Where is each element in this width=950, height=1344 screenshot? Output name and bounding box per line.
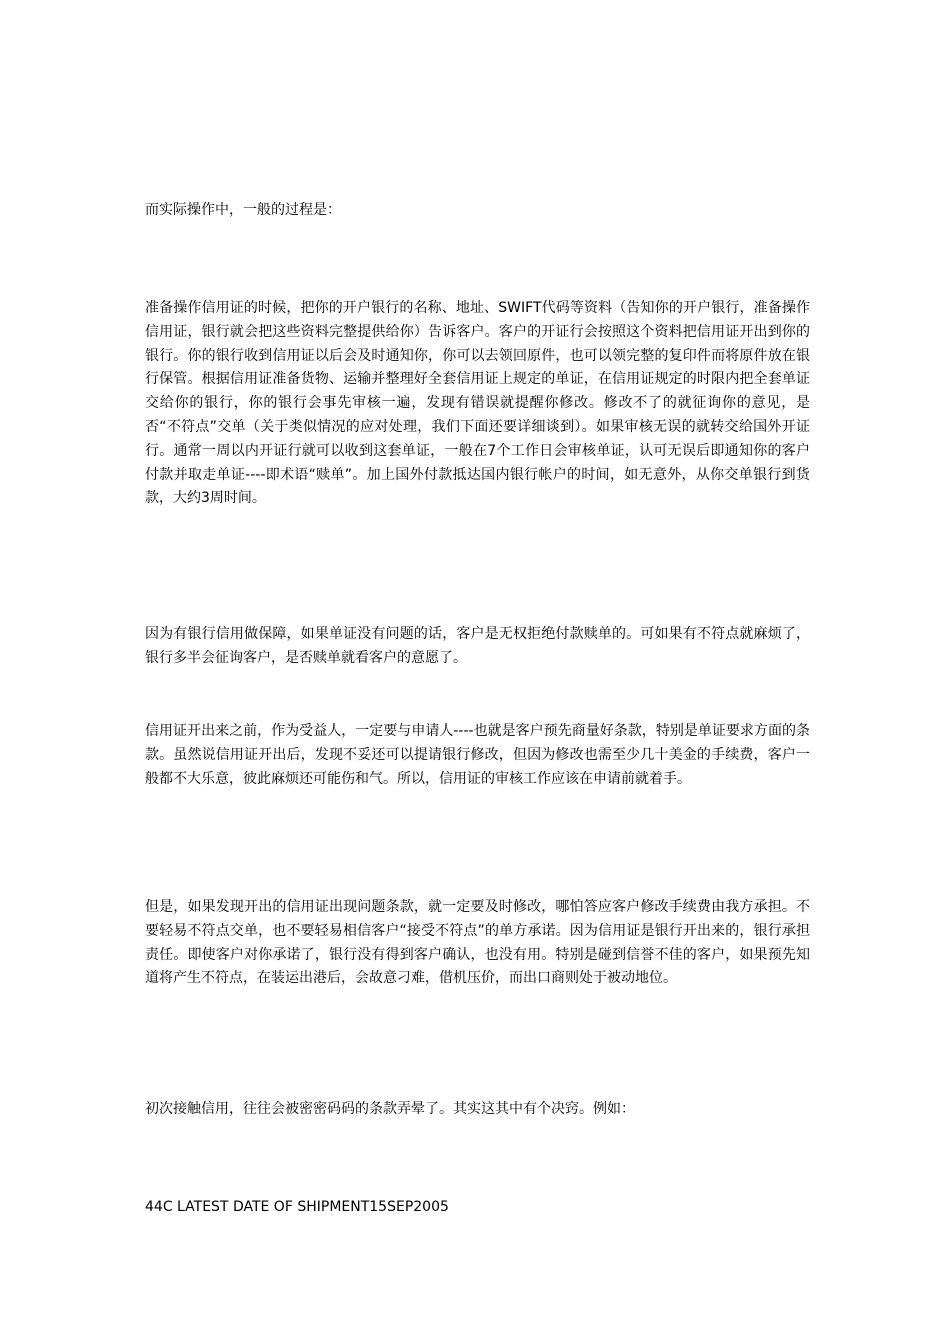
paragraph-bank-guarantee: 因为有银行信用做保障，如果单证没有问题的话，客户是无权拒绝付款赎单的。可如果有不符点就麻烦了，银行多半会征询客户，是否赎单就看客户的意愿了。 bbox=[145, 626, 810, 666]
paragraph-lc-procedure: 准备操作信用证的时候，把你的开户银行的名称、地址、SWIFT代码等资料（告知你的开户银行，准备操作信用证，银行就会把这些资料完整提供给你）告诉客户。客户的开证行会按照这个资料把信用证开出到你的银行。你的银行收到信用证以后会及时通知你，你可以去领回原件，也可以领完整的复印件而将原件放在银行保管。根据信用证准备货物、运输并整理好全套信用证上规定的单证，在信用证规定的时限内把全套单证交给你的银行，你的银行会事先审核一遍，发现有错误就提醒你修改。修改不了的就征询你的意见，是否“不符点”交单（关于类似情况的应对处理，我们下面还要详细谈到）。如果审核无误的就转交给国外开证行。通常一周以内开证行就可以收到这套单证，一般在7个工作日会审核单证，认可无误后即通知你的客户付款并取走单证----即术语“赎单”。加上国外付款抵达国内银行帐户的时间，如无意外，从你交单银行到货款，大约3周时间。 bbox=[145, 300, 810, 507]
paragraph-negotiate-terms: 信用证开出来之前，作为受益人，一定要与申请人----也就是客户预先商量好条款，特别是单证要求方面的条款。虽然说信用证开出后，发现不妥还可以提请银行修改，但因为修改也需至少几十美金的手续费，客户一般都不大乐意，彼此麻烦还可能伤和气。所以，信用证的审核工作应该在申请前就着手。 bbox=[145, 723, 810, 787]
paragraph-first-contact: 初次接触信用，往往会被密密码码的条款弄晕了。其实这其中有个决窍。例如： bbox=[145, 1101, 635, 1117]
paragraph-lc-field-example: 44C LATEST DATE OF SHIPMENT15SEP2005 bbox=[145, 1199, 449, 1215]
paragraph-amend-terms: 但是，如果发现开出的信用证出现问题条款，就一定要及时修改，哪怕答应客户修改手续费由我方承担。不要轻易不符点交单，也不要轻易相信客户“接受不符点”的单方承诺。因为信用证是银行开出来的，银行承担责任。即使客户对你承诺了，银行没有得到客户确认，也没有用。特别是碰到信誉不佳的客户，如果预先知道将产生不符点，在装运出港后，会故意刁难，借机压价，而出口商则处于被动地位。 bbox=[145, 899, 810, 987]
paragraph-process-intro: 而实际操作中，一般的过程是： bbox=[145, 202, 341, 218]
